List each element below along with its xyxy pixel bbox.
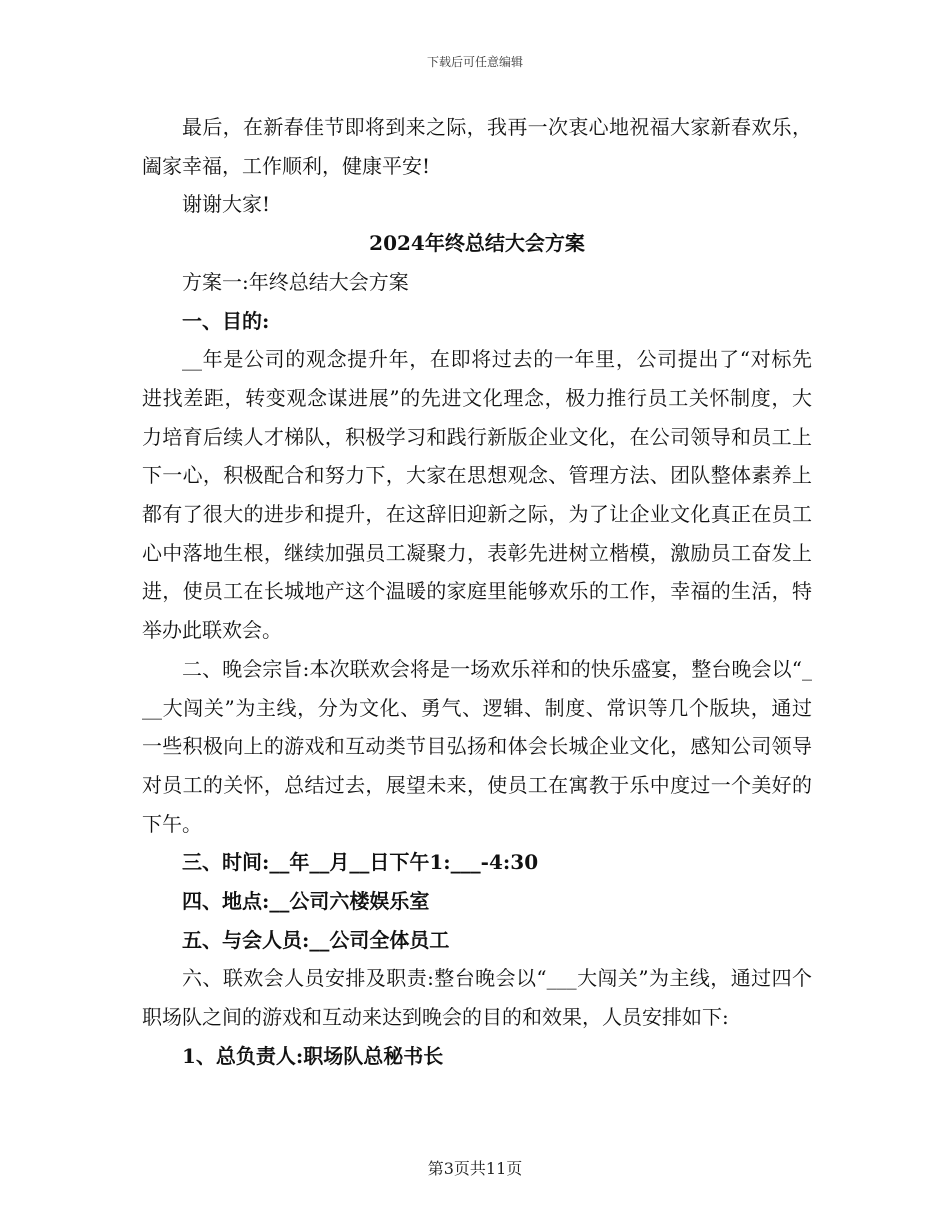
page-number-footer: 第3页共11页: [427, 1159, 523, 1178]
purpose-heading: 一、目的:: [182, 308, 270, 333]
place-line: 四、地点:__公司六楼娱乐室: [182, 889, 430, 914]
attendees-line: 五、与会人员:__公司全体员工: [182, 927, 450, 952]
lead-line: 1、总负责人:职场队总秘书长: [182, 1043, 444, 1068]
document-body: [142, 108, 812, 1076]
plan-one-line: 方案一:年终总结大会方案: [182, 269, 409, 294]
page-header-note: 下载后可任意编辑: [426, 55, 523, 69]
document-title: 2024年终总结大会方案: [369, 231, 585, 256]
staffing-paragraph: 六、联欢会人员安排及职责:整台晚会以“___大闯关”为主线，通过四个职场队之间的游戏和互动来达到晚会的目的和效果，人员安排如下:: [142, 966, 812, 1030]
time-line: 三、时间:__年__月__日下午1:___-4:30: [182, 850, 539, 875]
thanks-line: 谢谢大家!: [182, 192, 271, 217]
closing-paragraph: 最后，在新春佳节即将到来之际，我再一次衷心地祝福大家新春欢乐，阖家幸福，工作顺利，健康平安!: [142, 115, 812, 178]
purpose-paragraph: __年是公司的观念提升年，在即将过去的一年里，公司提出了“对标先进找差距，转变观念谋进展”的先进文化理念，极力推行员工关怀制度，大力培育后续人才梯队，积极学习和践行新版企业文化，在公司领导和员工上下一心，积极配合和努力下，大家在思想观念、管理方法、团队整体素养上都有了很大的进步和提升，在这辞旧迎新之际，为了让企业文化真正在员工心中落地生根，继续加强员工凝聚力，表彰先进树立楷模，激励员工奋发上进，使员工在长城地产这个温暖的家庭里能够欢乐的工作，幸福的生活，特举办此联欢会。: [142, 347, 812, 643]
aim-paragraph: 二、晚会宗旨:本次联欢会将是一场欢乐祥和的快乐盛宴，整台晚会以“___大闯关”为主线，分为文化、勇气、逻辑、制度、常识等几个版块，通过一些积极向上的游戏和互动类节目弘扬和体会长城企业文化，感知公司领导对员工的关怀，总结过去，展望未来，使员工在寓教于乐中度过一个美好的下午。: [142, 656, 812, 836]
